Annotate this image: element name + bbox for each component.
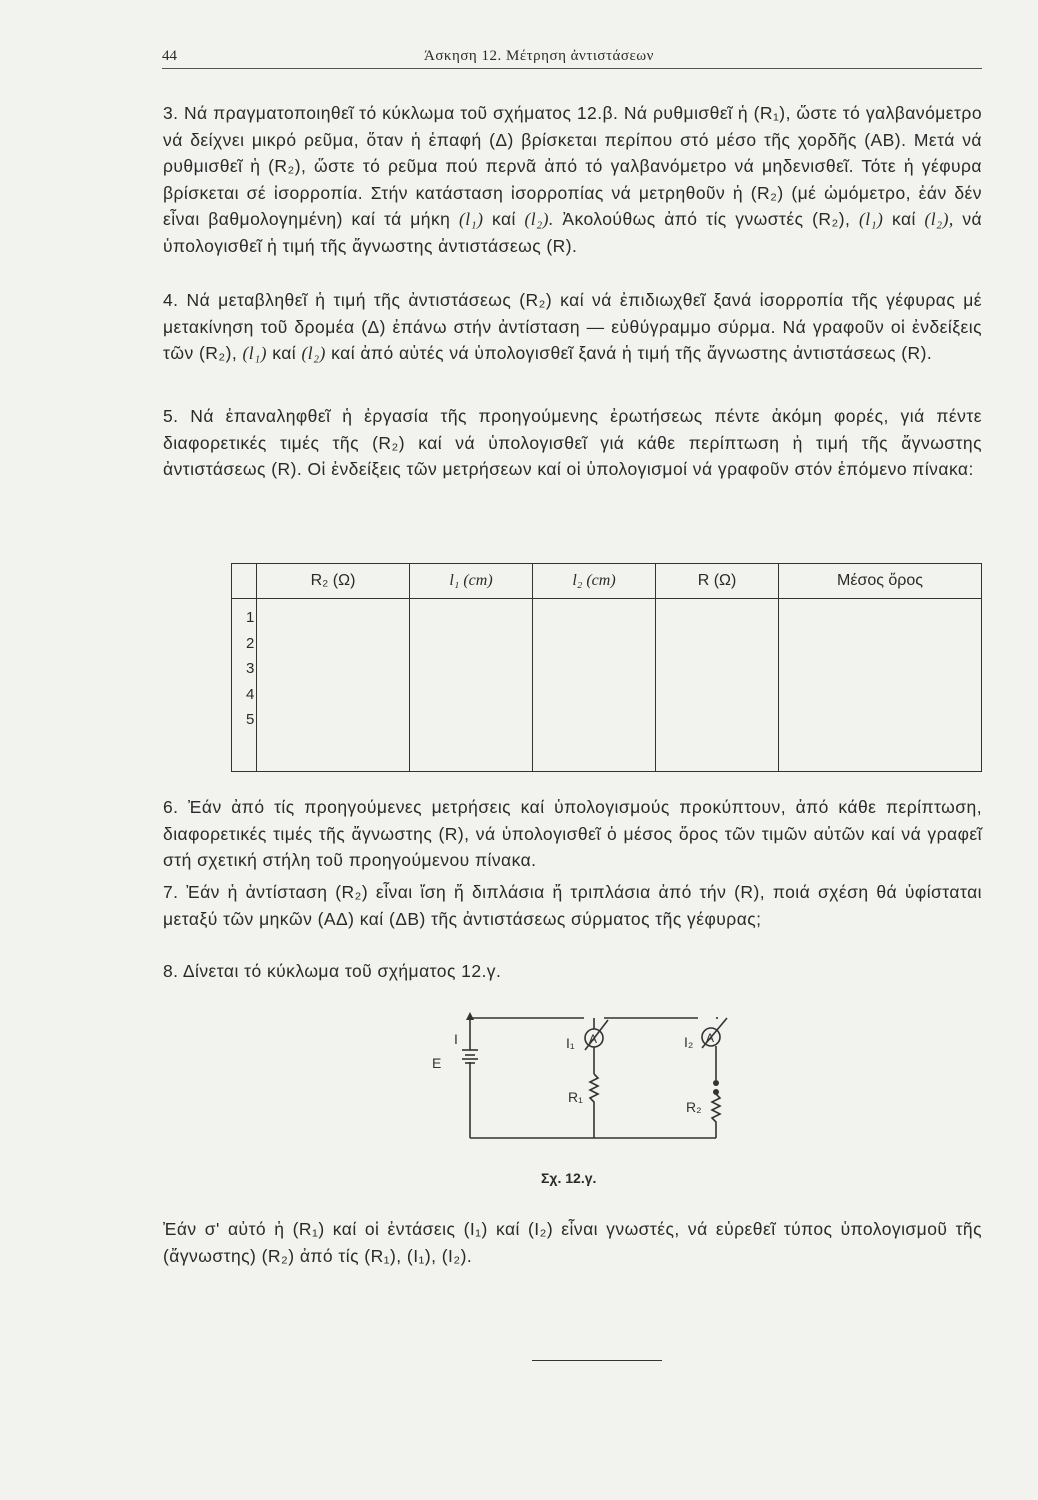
page-header	[162, 46, 982, 69]
row-numbers: 1 2 3 4 5	[232, 599, 257, 772]
cell-r2	[257, 599, 410, 772]
paragraph-7: 7. Ἐάν ἡ ἀντίσταση (R₂) εἶναι ἴση ἤ διπλάσια ἤ τριπλάσια ἀπό τήν (R), ποιά σχέση θά ὑφίσταται μεταξύ τῶν μηκῶν (ΑΔ) καί (ΔΒ) τῆς ἀντιστάσεως σύρματος τῆς γέφυρας;	[163, 882, 982, 929]
cell-r	[656, 599, 779, 772]
table-header-r2: R₂ (Ω)	[257, 564, 410, 599]
page-number: 44	[162, 48, 177, 64]
table-header-l2: l₂ (cm)	[533, 564, 656, 599]
table-header-r: R (Ω)	[656, 564, 779, 599]
cell-l1	[410, 599, 533, 772]
paragraph-5: 5. Νά ἐπαναληφθεῖ ἡ ἐργασία τῆς προηγούμενης ἐρωτήσεως πέντε ἀκόμη φορές, γιά πέντε διαφορετικές τιμές τῆς (R₂) καί νά ὑπολογισθεῖ γιά κάθε περίπτωση ἡ τιμή τῆς ἄγνωστης ἀντιστάσεως (R). Οἱ ἐνδείξεις τῶν μετρήσεων καί οἱ ὑπολογισμοί νά γραφοῦν στόν ἑπόμενο πίνακα:	[163, 406, 982, 479]
circuit-diagram	[430, 1010, 750, 1150]
ammeter-2-label: A	[706, 1031, 715, 1045]
measurements-table	[231, 563, 982, 772]
end-rule	[532, 1360, 662, 1361]
page-title: Άσκηση 12. Μέτρηση ἀντιστάσεων	[424, 48, 654, 64]
cell-l2	[533, 599, 656, 772]
paragraph-8: 8. Δίνεται τό κύκλωμα τοῦ σχήματος 12.γ.	[163, 961, 502, 981]
table-header-mean: Μέσος ὅρος	[779, 564, 982, 599]
table-row	[232, 599, 982, 772]
table-header-l1: l₁ (cm)	[410, 564, 533, 599]
label-r2: R₂	[686, 1099, 702, 1115]
label-r1: R₁	[568, 1089, 583, 1105]
label-i1: I₁	[566, 1035, 575, 1051]
final-paragraph: Ἐάν σ' αὐτό ἡ (R₁) καί οἱ ἐντάσεις (I₁) καί (I₂) εἶναι γνωστές, νά εὑρεθεῖ τύπος ὑπολογισμοῦ τῆς (ἄγνωστης) (R₂) ἀπό τίς (R₁), (I₁), (I₂).	[163, 1219, 982, 1266]
label-emf: E	[432, 1055, 442, 1071]
cell-mean	[779, 599, 982, 772]
ammeter-1-label: A	[589, 1032, 598, 1046]
table-header-index	[232, 564, 257, 599]
paragraph-6: 6. Ἐάν ἀπό τίς προηγούμενες μετρήσεις καί ὑπολογισμούς προκύπτουν, ἀπό κάθε περίπτωση, διαφορετικές τιμές τῆς ἄγνωστης (R), νά ὑπολογισθεῖ ὁ μέσος ὅρος τῶν τιμῶν αὐτῶν καί νά γραφεῖ στή σχετική στήλη τοῦ προηγούμενου πίνακα.	[163, 797, 982, 870]
figure-caption: Σχ. 12.γ.	[541, 1170, 597, 1186]
table-header-row	[232, 564, 982, 599]
label-current: I	[454, 1031, 458, 1047]
paragraph-4: 4. Νά μεταβληθεῖ ἡ τιμή τῆς ἀντιστάσεως (R₂) καί νά ἐπιδιωχθεῖ ξανά ἰσορροπία τῆς γέφυρας μέ μετακίνηση τοῦ δρομέα (Δ) ἐπάνω στήν ἀντίσταση — εὐθύγραμμο σύρμα. Νά γραφοῦν οἱ ἐνδείξεις τῶν (R₂), (l₁) καί (l₂) καί ἀπό αὐτές νά ὑπολογισθεῖ ξανά ἡ τιμή τῆς ἄγνωστης ἀντιστάσεως (R).	[163, 290, 982, 363]
paragraph-3: 3. Νά πραγματοποιηθεῖ τό κύκλωμα τοῦ σχήματος 12.β. Νά ρυθμισθεῖ ἡ (R₁), ὥστε τό γαλβανόμετρο νά δείχνει μικρό ρεῦμα, ὅταν ἡ ἐπαφή (Δ) βρίσκεται περίπου στό μέσο τῆς χορδῆς (ΑΒ). Μετά νά ρυθμισθεῖ ἡ (R₂), ὥστε τό ρεῦμα πού περνᾶ ἀπό τό γαλβανόμετρο νά μηδενισθεῖ. Τότε ἡ γέφυρα βρίσκεται σέ ἰσορροπία. Στήν κατάσταση ἰσορροπίας νά μετρηθοῦν ἡ (R₂) (μέ ὠμόμετρο, ἐάν δέν εἶναι βαθμολογημένη) καί τά μήκη (l₁) καί (l₂). Ἀκολούθως ἀπό τίς γνωστές (R₂), (l₁) καί (l₂), νά ὑπολογισθεῖ ἡ τιμή τῆς ἄγνωστης ἀντιστάσεως (R).	[163, 103, 983, 256]
label-i2: I₂	[684, 1034, 694, 1050]
